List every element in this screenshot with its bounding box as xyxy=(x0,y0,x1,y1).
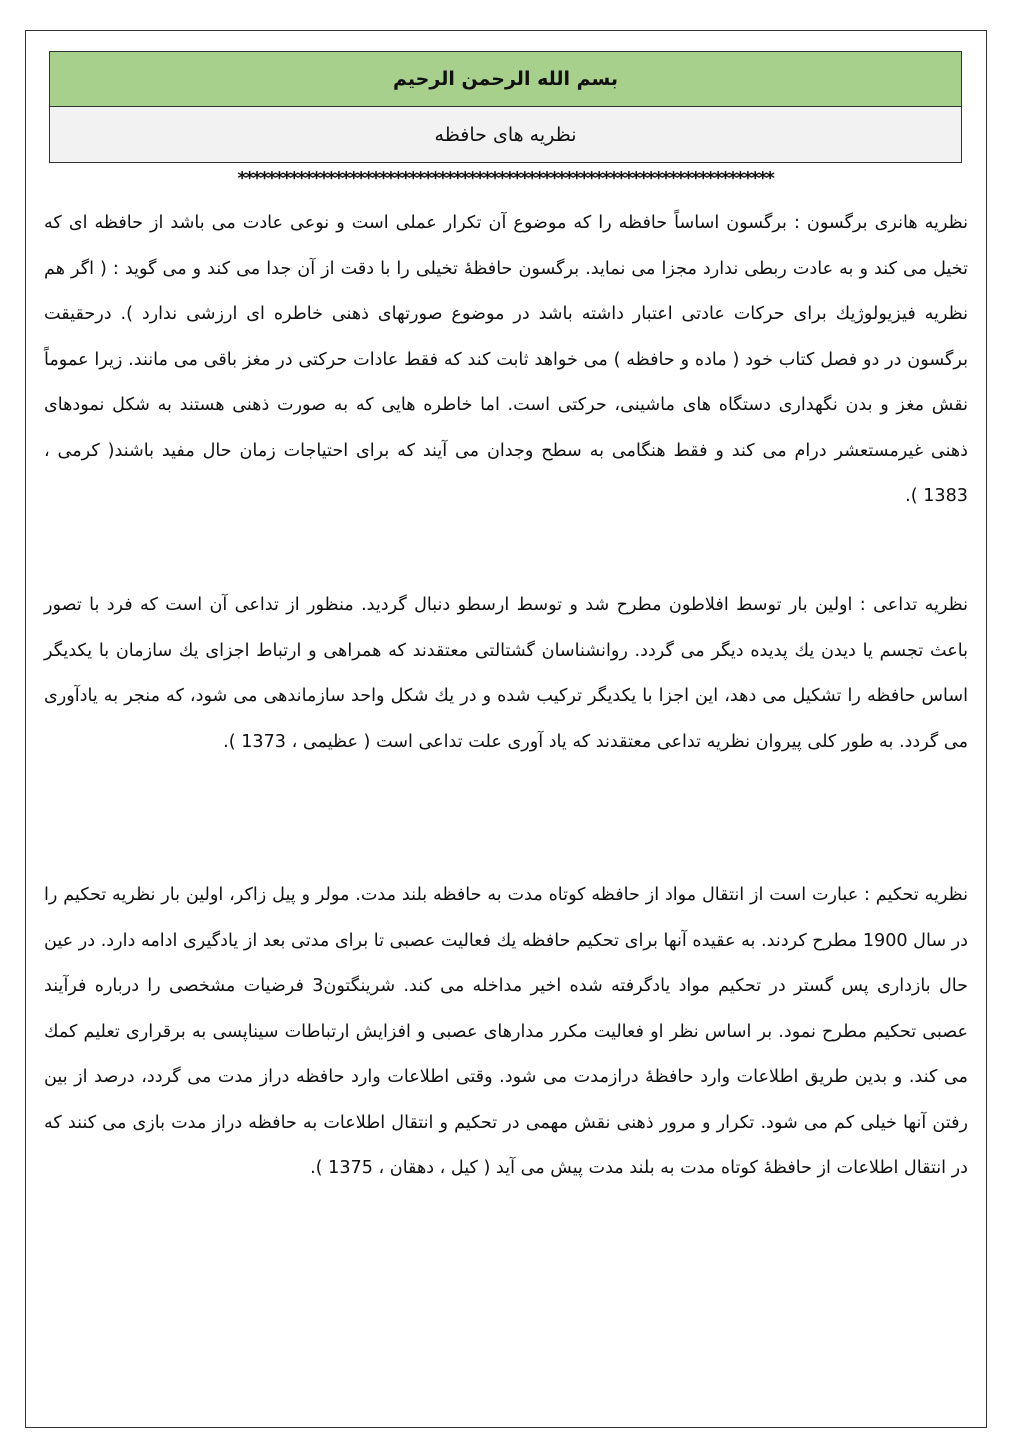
title-box xyxy=(49,51,962,163)
paragraph-bergson-theory: نظریه هانری برگسون : برگسون اساساً حافظه را که موضوع آن تکرار عملی است و نوعی عادت می باشد از حافظه ای که تخیل می کند و به عادت ربطی ندارد مجزا می نماید. برگسون حافظهٔ تخیلی را با دقت از آن جدا می کند و می گوید : ( اگر هم نظریه فیزیولوژیك برای حرکات عادتی اعتبار داشته باشد در موضوع صورتهای ذهنی خاطره ای ارزشی ندارد ). درحقیقت برگسون در دو فصل کتاب خود ( ماده و حافظه ) می خواهد ثابت کند که فقط عادات حرکتی در مغز باقی می مانند. زیرا عموماً نقش مغز و بدن نگهداری دستگاه های ماشینی، حرکتی است. اما خاطره هایی که به صورت ذهنی هستند به شکل نمودهای ذهنی غیرمستعشر درام می کند و فقط هنگامی به سطح وجدان می آیند که برای احتیاجات زمان حال مفید باشند( کرمی ، 1383 ). xyxy=(44,213,968,506)
asterisk-separator: ************************************************************************ xyxy=(236,168,773,189)
paragraph-consolidation-theory: نظریه تحکیم : عبارت است از انتقال مواد از حافظه کوتاه مدت به حافظه بلند مدت. مولر و پیل زاکر، اولین بار نظریه تحکیم را در سال 1900 مطرح کردند. به عقیده آنها برای تحکیم حافظه یك فعالیت عصبی تا برای مدتی بعد از یادگیری ادامه دارد. در عین حال بازداری پس گستر در تحکیم مواد یادگرفته شده اخیر مداخله می کند. شرینگتون3 فرضیات مشخصی را درباره فرآیند عصبی تحکیم مطرح نمود. بر اساس نظر او فعالیت مکرر مدارهای عصبی و افزایش ارتباطات سیناپسی به برقراری تعلیم کمك می کند. و بدین طریق اطلاعات وارد حافظهٔ درازمدت می شود. وقتی اطلاعات وارد حافظه دراز مدت می گردد، درصد از بین رفتن آنها خیلی کم می شود. تکرار و مرور ذهنی نقش مهمی در تحکیم و انتقال اطلاعات به حافظه دراز مدت بازی می کنند که در انتقال اطلاعات از حافظهٔ کوتاه مدت به بلند مدت پیش می آید ( کیل ، دهقان ، 1375 ). xyxy=(43,885,968,1178)
page-title: نظریه های حافظه xyxy=(50,107,961,162)
paragraph-association-theory: نظریه تداعی : اولین بار توسط افلاطون مطرح شد و توسط ارسطو دنبال گردید. منظور از تداعی آن است که فرد با تصور باعث تجسم یا دیدن یك پدیده دیگر می گردد. روانشناسان گشتالتی معتقدند که همراهی و ارتباط اجزای یك سازمان با یکدیگر اساس حافظه را تشکیل می دهد، این اجزا با یکدیگر ترکیب شده و در یك شکل واحد سازماندهی می شود، که منجر به یادآوری می گردد. به طور کلی پیروان نظریه تداعی معتقدند که یاد آوری علت تداعی است ( عظیمی ، 1373 ). xyxy=(44,595,968,752)
bismillah-heading: بسم الله الرحمن الرحیم xyxy=(50,52,961,107)
